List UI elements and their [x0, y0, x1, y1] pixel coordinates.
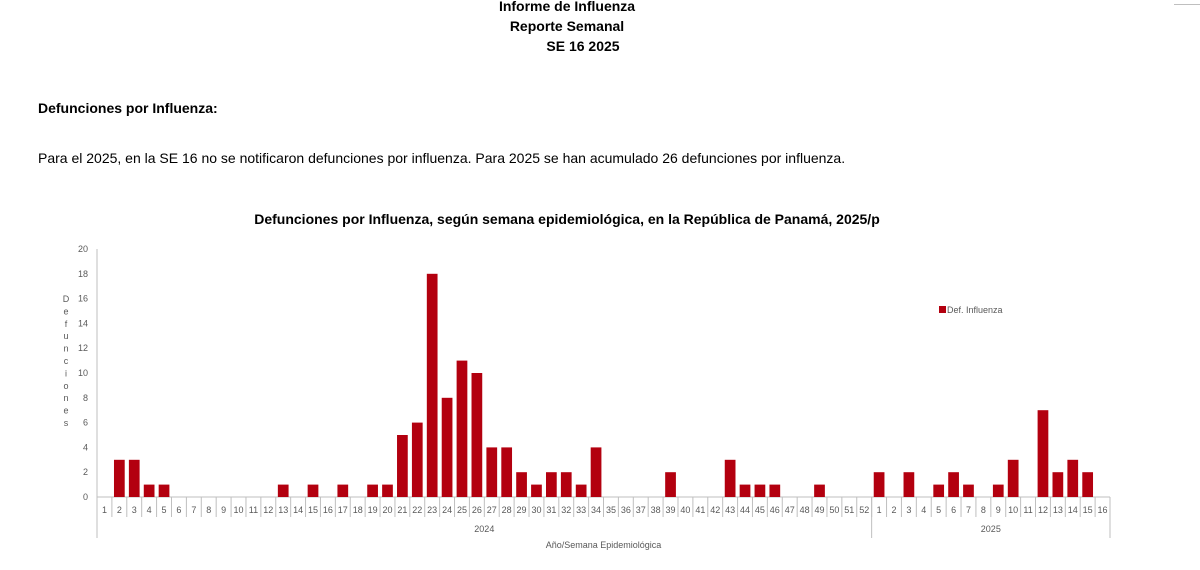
x-tick-label: 11 [1023, 505, 1033, 515]
x-tick-label: 41 [695, 505, 706, 515]
x-tick-label: 11 [248, 505, 259, 515]
x-tick-label: 50 [829, 505, 840, 515]
x-tick-label: 25 [456, 505, 467, 515]
bar [442, 398, 453, 497]
x-tick-label: 6 [951, 505, 957, 515]
summary-paragraph: Para el 2025, en la SE 16 no se notificaron defunciones por influenza. Para 2025 se han acumulado 26 defunciones por influenza. [38, 150, 846, 166]
x-tick-label: 8 [980, 505, 986, 515]
bar [412, 423, 423, 497]
x-tick-label: 12 [263, 505, 274, 515]
bar [501, 447, 512, 497]
bar [561, 472, 572, 497]
x-tick-label: 4 [921, 505, 927, 515]
y-axis-label-char: c [63, 356, 69, 366]
bar [874, 472, 885, 497]
bar [576, 485, 587, 497]
x-tick-label: 10 [233, 505, 244, 515]
x-tick-label: 46 [769, 505, 780, 515]
section-title: Defunciones por Influenza: [38, 100, 218, 116]
y-tick-label: 18 [77, 268, 88, 279]
x-axis-title: Año/Semana Epidemiológica [545, 540, 662, 550]
bar [397, 435, 408, 497]
bar [814, 485, 825, 497]
legend-label: Def. Influenza [947, 305, 1003, 315]
x-tick-label: 10 [1008, 505, 1019, 515]
x-tick-label: 3 [131, 505, 137, 515]
y-axis-label-char: e [63, 405, 69, 416]
bar [963, 485, 974, 497]
bar [1082, 472, 1093, 497]
bar [948, 472, 959, 497]
y-tick-label: 6 [82, 417, 88, 428]
bar [382, 485, 393, 497]
x-tick-label: 9 [221, 505, 227, 515]
y-tick-label: 4 [82, 442, 88, 453]
x-tick-label: 7 [965, 505, 971, 515]
x-tick-label: 27 [486, 505, 497, 515]
legend-swatch [939, 306, 946, 313]
x-tick-label: 30 [531, 505, 542, 515]
y-tick-label: 0 [82, 492, 88, 502]
bar [427, 274, 438, 497]
x-tick-label: 24 [442, 505, 453, 515]
y-tick-label: 10 [77, 368, 88, 378]
bar [993, 485, 1004, 497]
bar [904, 472, 915, 497]
x-tick-label: 26 [471, 505, 482, 515]
x-tick-label: 39 [665, 505, 676, 515]
x-tick-label: 43 [725, 505, 736, 515]
bar [1052, 472, 1063, 497]
bar [1038, 410, 1049, 497]
x-tick-label: 1 [101, 505, 107, 515]
bar [531, 485, 542, 497]
x-tick-label: 38 [650, 505, 661, 515]
x-tick-label: 51 [844, 505, 855, 515]
x-tick-label: 9 [995, 505, 1001, 515]
x-tick-label: 19 [367, 505, 378, 515]
x-group-label: 2025 [980, 524, 1001, 534]
x-tick-label: 44 [740, 505, 751, 515]
y-axis-label-char: f [64, 318, 68, 329]
x-tick-label: 33 [576, 505, 587, 515]
bar [755, 485, 766, 497]
x-tick-label: 8 [206, 505, 212, 515]
x-tick-label: 23 [427, 505, 438, 515]
x-tick-label: 4 [146, 505, 152, 515]
bar [725, 460, 736, 497]
report-week: SE 16 2025 [546, 38, 620, 54]
y-axis-label-char: s [63, 418, 69, 428]
x-tick-label: 14 [1067, 505, 1078, 515]
report-title: Informe de Influenza [498, 0, 636, 14]
y-axis-label-char: n [63, 343, 69, 354]
x-tick-label: 15 [307, 505, 319, 515]
x-tick-label: 35 [605, 505, 616, 515]
x-tick-label: 42 [710, 505, 721, 515]
x-tick-label: 5 [936, 505, 942, 515]
chart-title: Defunciones por Influenza, según semana epidemiológica, en la República de Panamá, 2025/p [254, 211, 880, 227]
x-tick-label: 3 [906, 505, 912, 515]
x-group-label: 2024 [474, 524, 495, 534]
x-tick-label: 29 [516, 505, 527, 515]
x-tick-label: 28 [501, 505, 512, 515]
x-tick-label: 20 [382, 505, 393, 515]
bar [472, 373, 483, 497]
bar [129, 460, 140, 497]
y-tick-label: 16 [77, 293, 88, 304]
x-tick-label: 12 [1037, 505, 1048, 515]
x-tick-label: 1 [876, 505, 882, 515]
bar [516, 472, 527, 497]
x-tick-label: 2 [116, 505, 122, 515]
x-tick-label: 5 [161, 505, 167, 515]
bar [740, 485, 751, 497]
x-tick-label: 16 [322, 505, 333, 515]
x-tick-label: 7 [191, 505, 197, 515]
x-tick-label: 22 [412, 505, 423, 515]
y-tick-label: 14 [77, 318, 88, 329]
bar [665, 472, 676, 497]
bar [278, 485, 289, 497]
bar [114, 460, 125, 497]
x-tick-label: 14 [293, 505, 304, 515]
y-axis-label-char: o [63, 380, 69, 391]
y-axis-label-char: u [63, 331, 69, 342]
bar [457, 361, 468, 497]
y-axis-label-char: n [63, 393, 69, 404]
bar [933, 485, 944, 497]
bar [1067, 460, 1078, 497]
y-axis-label-char: D [62, 294, 70, 304]
x-tick-label: 49 [814, 505, 825, 515]
x-tick-label: 13 [1052, 505, 1063, 515]
x-tick-label: 13 [278, 505, 289, 515]
bar [769, 485, 780, 497]
x-tick-label: 17 [337, 505, 348, 515]
y-tick-label: 12 [77, 343, 88, 354]
x-tick-label: 34 [591, 505, 602, 515]
x-tick-label: 37 [635, 505, 646, 515]
x-tick-label: 31 [546, 505, 557, 515]
x-tick-label: 18 [352, 505, 363, 515]
y-axis-label-char: e [63, 306, 69, 317]
bar [308, 485, 319, 497]
y-tick-label: 2 [82, 467, 88, 478]
x-tick-label: 47 [784, 505, 795, 515]
report-subtitle: Reporte Semanal [509, 18, 625, 34]
x-tick-label: 32 [561, 505, 572, 515]
x-tick-label: 21 [397, 505, 408, 515]
y-tick-label: 20 [77, 244, 88, 254]
bar [367, 485, 378, 497]
x-tick-label: 40 [680, 505, 691, 515]
bar [546, 472, 557, 497]
bar [144, 485, 155, 497]
x-tick-label: 48 [799, 505, 810, 515]
y-axis-label-char: i [65, 368, 67, 379]
bar [159, 485, 170, 497]
x-tick-label: 52 [859, 505, 870, 515]
bar [337, 485, 348, 497]
bar [1008, 460, 1019, 497]
x-tick-label: 45 [754, 505, 765, 515]
x-tick-label: 6 [176, 505, 182, 515]
bar [591, 447, 602, 497]
x-tick-label: 36 [620, 505, 631, 515]
y-tick-label: 8 [82, 392, 88, 403]
bar [486, 447, 497, 497]
x-tick-label: 2 [891, 505, 897, 515]
x-tick-label: 15 [1082, 505, 1093, 515]
x-tick-label: 16 [1097, 505, 1108, 515]
